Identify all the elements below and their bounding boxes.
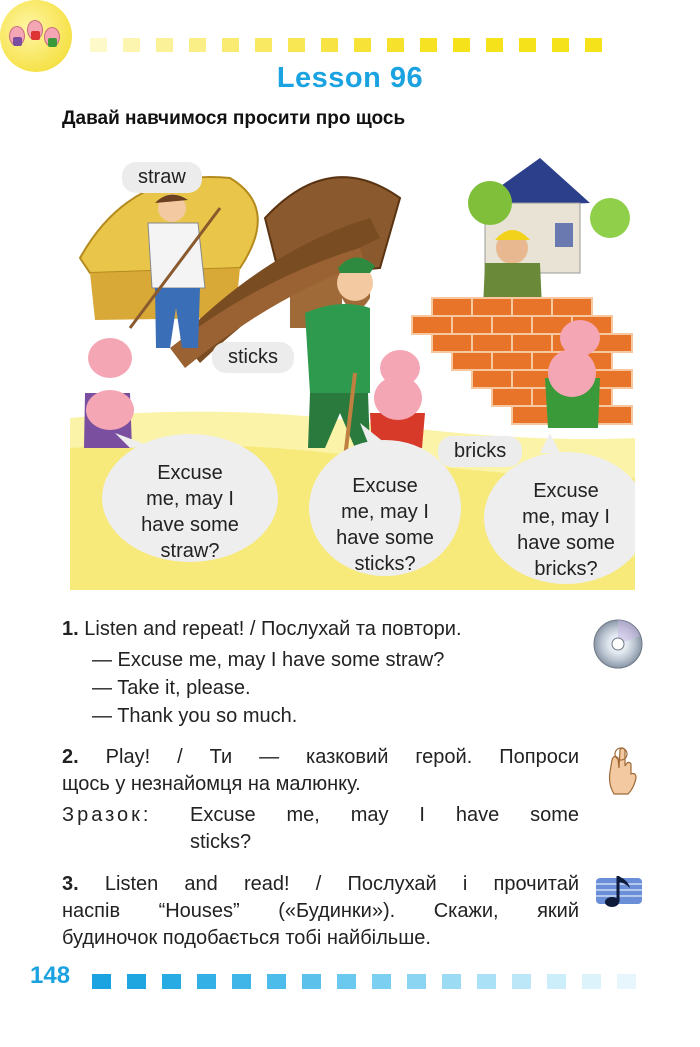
exercise-3-instruction-line-1: 3. Listen and read! / Послухай і прочитай: [62, 873, 579, 895]
label-bricks: bricks: [438, 436, 522, 467]
speech-bubble-sticks: Excuse me, may I have some sticks?: [336, 475, 434, 575]
exercise-3-instruction-line-2: наспів “Houses” («Будинки»). Скажи, який: [62, 900, 579, 922]
footer-decoration: [92, 974, 636, 989]
speech-bubble-bricks: Excuse me, may I have some bricks?: [517, 480, 615, 580]
exercise-2-instruction-line-1: 2. Play! / Ти — казковий герой. Попроси: [62, 746, 579, 768]
exercise-1-instruction: Listen and repeat! / Послухай та повтори.: [84, 618, 462, 640]
page-title: Lesson 96: [276, 62, 424, 94]
label-straw: straw: [122, 162, 202, 193]
label-sticks: sticks: [212, 342, 294, 373]
hand-gesture-icon: [604, 744, 640, 796]
exercise-1-number: 1.: [62, 618, 79, 640]
music-note-icon: [594, 872, 644, 912]
exercise-3-instruction-line-3: будиночок подобається тобі найбільше.: [62, 927, 431, 949]
lesson-subtitle: Давай навчимося просити про щось: [62, 108, 406, 129]
speech-bubble-straw: Excuse me, may I have some straw?: [141, 462, 239, 562]
exercise-1: [62, 616, 462, 642]
exercise-2-instruction-line-2: щось у незнайомця на малюнку.: [62, 773, 361, 795]
dialogue-line: — Take it, please.: [92, 677, 251, 699]
three-pigs-illustration: [70, 148, 635, 590]
cd-disc-icon: [592, 618, 644, 670]
sample-line-1: Excuse me, may I have some: [190, 804, 579, 826]
dialogue-line: — Thank you so much.: [92, 705, 298, 727]
page-number: 148: [30, 962, 71, 989]
sample-label: Зразок:: [62, 804, 152, 826]
exercise-2-number: 2.: [62, 746, 79, 768]
exercise-3-number: 3.: [62, 873, 79, 895]
dialogue-line: — Excuse me, may I have some straw?: [92, 649, 445, 671]
header-decoration: [90, 38, 602, 52]
sample-line-2: sticks?: [190, 831, 252, 853]
